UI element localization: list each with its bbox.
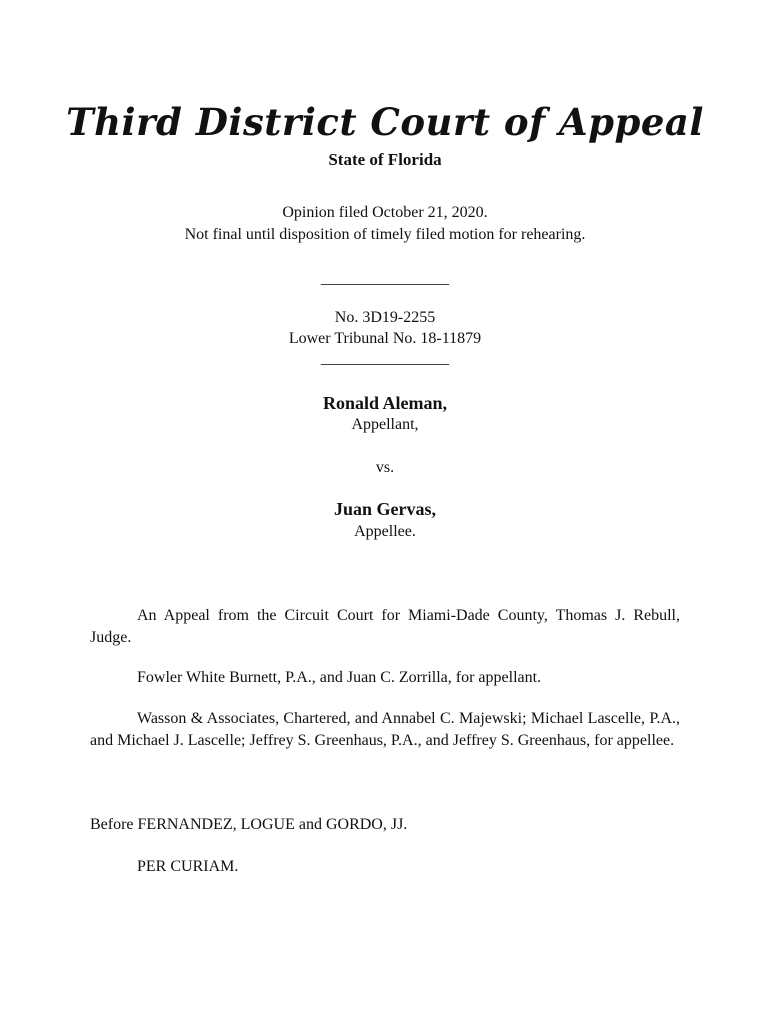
state-heading: State of Florida xyxy=(328,150,442,169)
appellant-counsel-paragraph: Fowler White Burnett, P.A., and Juan C. Zorrilla, for appellant. xyxy=(137,669,542,686)
versus-label: vs. xyxy=(375,459,395,476)
per-curiam: PER CURIAM. xyxy=(137,858,239,875)
case-number: No. 3D19-2255 xyxy=(334,309,436,326)
appellant-name: Ronald Aleman, xyxy=(322,393,448,413)
appellee-counsel-paragraph: Wasson & Associates, Chartered, and Annabel C. Majewski; Michael Lascelle, P.A., and Michael J. Lascelle; Jeffrey S. Greenhaus, P.A., and Jeffrey S. Greenhaus, for appellee. xyxy=(90,710,680,749)
rehearing-notice: Not final until disposition of timely filed motion for rehearing. xyxy=(184,226,586,243)
panel-line: Before FERNANDEZ, LOGUE and GORDO, JJ. xyxy=(90,816,408,833)
opinion-filed-date: Opinion filed October 21, 2020. xyxy=(282,204,488,221)
lower-tribunal-number: Lower Tribunal No. 18-11879 xyxy=(288,330,482,347)
appellee-name: Juan Gervas, xyxy=(333,499,436,519)
appeal-from-paragraph: An Appeal from the Circuit Court for Miami-Dade County, Thomas J. Rebull, Judge. xyxy=(90,607,680,646)
separator-rule: ________________ xyxy=(321,270,449,287)
appellee-role: Appellee. xyxy=(354,523,416,540)
court-title: Third District Court of Appeal xyxy=(66,100,704,144)
separator-rule: ________________ xyxy=(321,350,449,367)
appellant-role: Appellant, xyxy=(351,416,419,433)
